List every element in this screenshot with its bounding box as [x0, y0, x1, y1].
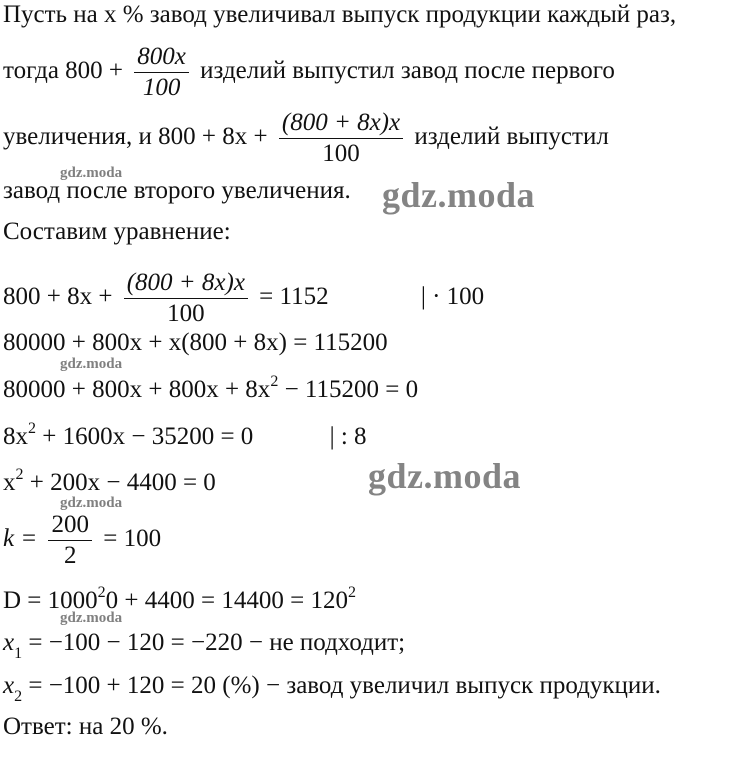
line-2-suffix: изделий выпустил завод после первого — [200, 57, 615, 85]
fraction-denominator: 100 — [279, 138, 403, 169]
equation-8-b: − 115200 = 0 — [278, 376, 419, 403]
equation-8-a: 80000 + 800x + 800x + 8x — [3, 376, 271, 403]
multiply-note: | · 100 — [420, 283, 485, 311]
exponent: 2 — [270, 372, 279, 390]
fraction-numerator: (800 + 8x)x — [126, 269, 245, 296]
equation-9-a: 8x — [3, 423, 28, 450]
equation-13-a: x — [3, 629, 15, 656]
fraction-denominator: 100 — [124, 298, 248, 329]
watermark-small: gdz.moda — [60, 165, 123, 181]
watermark-large: gdz.moda — [368, 456, 522, 496]
fraction-200-over-2 — [48, 510, 92, 571]
equation-9-b: + 1600x − 35200 = 0 — [36, 423, 254, 450]
text-line-1: Пусть на x % завод увеличивал выпуск продукции каждый раз, — [3, 1, 677, 28]
watermark-small: gdz.moda — [60, 610, 123, 626]
line-3-prefix: увеличения, и 800 + 8x + — [3, 123, 268, 151]
equation-6-prefix: 800 + 8x + — [3, 283, 113, 311]
equation-line-14 — [3, 671, 661, 705]
equation-line-13 — [3, 628, 406, 662]
equation-line-11 — [3, 510, 161, 571]
watermark-small: gdz.moda — [60, 356, 123, 372]
equation-14-b: = −100 + 120 = 20 (%) − завод увеличил выпуск продукции. — [22, 672, 661, 699]
equation-12-a: D = 1000 — [3, 587, 98, 614]
text-line-2 — [3, 42, 615, 103]
equation-10-b: + 200x − 4400 = 0 — [23, 469, 216, 496]
equation-13-b: = −100 − 120 = −220 − не подходит; — [22, 629, 406, 656]
fraction-denominator: 2 — [48, 540, 92, 571]
answer-line: Ответ: на 20 %. — [3, 713, 168, 740]
equation-12-b: 0 + 4400 = 14400 = 120 — [105, 587, 348, 614]
equation-line-9 — [3, 419, 367, 452]
watermark-large: gdz.moda — [382, 175, 536, 215]
fraction-numerator: (800 + 8x)x — [281, 109, 401, 136]
line-2-prefix: тогда 800 + — [3, 57, 124, 85]
text-line-5: Составим уравнение: — [3, 218, 231, 245]
fraction-numerator: 200 — [51, 511, 89, 538]
fraction-800x-over-100 — [134, 42, 189, 103]
divide-note: | : 8 — [329, 423, 367, 450]
exponent: 2 — [28, 419, 36, 437]
equation-6-suffix: = 1152 — [259, 283, 329, 311]
exponent: 2 — [15, 465, 24, 483]
equation-line-10 — [3, 465, 216, 498]
exponent: 2 — [347, 583, 356, 601]
equation-11-suffix: = 100 — [103, 525, 162, 553]
text-line-4: завод после второго увеличения. — [3, 177, 351, 204]
equation-line-12 — [3, 583, 356, 616]
equation-line-8 — [3, 372, 419, 405]
equation-10-a: x — [3, 469, 16, 496]
equation-11-prefix: k = — [3, 525, 38, 553]
fraction-denominator: 100 — [134, 72, 189, 103]
watermark-small: gdz.moda — [60, 495, 123, 511]
line-3-suffix: изделий выпустил — [414, 123, 609, 151]
subscript: 2 — [14, 688, 23, 705]
fraction-expression — [279, 108, 403, 169]
exponent: 2 — [97, 583, 106, 601]
equation-14-a: x — [3, 672, 15, 699]
equation-line-6 — [3, 268, 484, 329]
fraction-expression — [124, 268, 248, 329]
equation-line-7: 80000 + 800x + x(800 + 8x) = 115200 — [3, 329, 388, 356]
subscript: 1 — [14, 645, 23, 662]
fraction-numerator: 800x — [137, 43, 186, 70]
text-line-3 — [3, 108, 609, 169]
